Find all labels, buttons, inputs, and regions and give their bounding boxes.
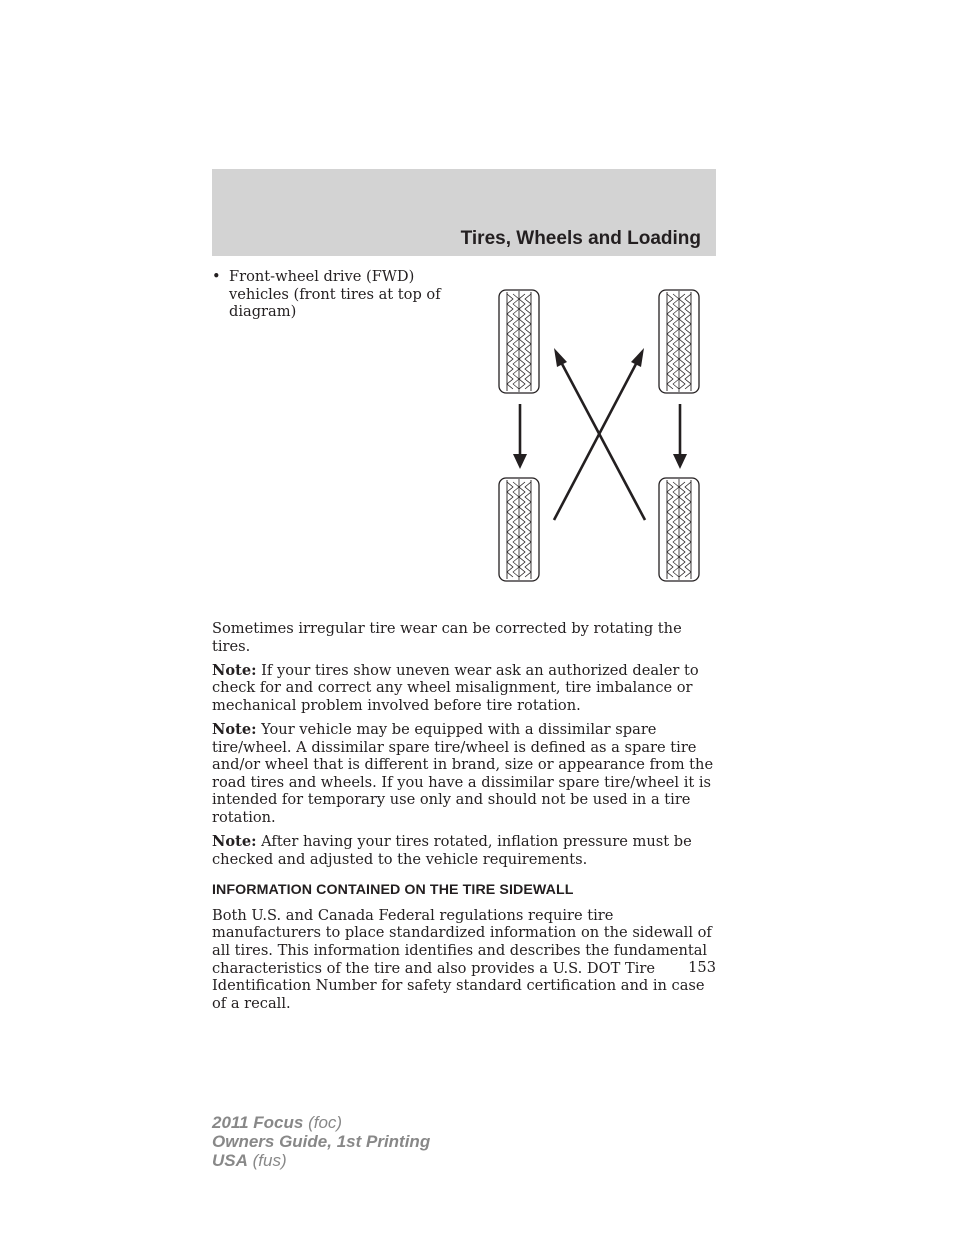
note-label: Note: bbox=[212, 661, 257, 679]
footer-region: USA bbox=[212, 1151, 248, 1170]
footer-region-code: (fus) bbox=[247, 1151, 287, 1170]
footer-guide: Owners Guide, 1st Printing bbox=[212, 1132, 431, 1151]
footer-model: 2011 Focus bbox=[212, 1113, 304, 1132]
section-paragraph: Both U.S. and Canada Federal regulations require tire manufacturers to place standardized information on the sidewall of all tires. This information identifies and describes the fundamental characteristics of the tire and also provides a U.S. DOT Tire Identification Number for safety standard certification and in case of a recall. bbox=[212, 906, 712, 1012]
note-2 bbox=[212, 721, 718, 827]
section-title: Tires, Wheels and Loading bbox=[460, 228, 701, 249]
section-heading: INFORMATION CONTAINED ON THE TIRE SIDEWALL bbox=[212, 882, 574, 899]
front-right-tire-icon bbox=[659, 290, 699, 393]
footer-line-1 bbox=[212, 1113, 430, 1132]
front-left-tire-icon bbox=[499, 290, 539, 393]
paragraph-text: Sometimes irregular tire wear can be corrected by rotating the tires. bbox=[212, 620, 682, 655]
left-down-arrow-icon bbox=[513, 404, 527, 469]
note-text: If your tires show uneven wear ask an authorized dealer to check for and correct any wheel misalignment, tire imbalance or mechanical problem involved before tire rotation. bbox=[212, 661, 699, 714]
note-1 bbox=[212, 662, 718, 715]
body-text bbox=[212, 620, 718, 1019]
tire-rotation-diagram bbox=[480, 282, 710, 587]
right-down-arrow-icon bbox=[673, 404, 687, 469]
footer-line-3 bbox=[212, 1151, 430, 1170]
header-band bbox=[212, 169, 716, 256]
rear-left-tire-icon bbox=[499, 478, 539, 581]
page-number: 153 bbox=[688, 959, 716, 976]
rear-right-tire-icon bbox=[659, 478, 699, 581]
note-label: Note: bbox=[212, 833, 257, 851]
paragraph-1 bbox=[212, 620, 718, 655]
note-3 bbox=[212, 833, 718, 868]
footer-model-code: (foc) bbox=[303, 1113, 343, 1132]
footer-line-2 bbox=[212, 1132, 430, 1151]
note-label: Note: bbox=[212, 720, 257, 738]
note-text: Your vehicle may be equipped with a dissimilar spare tire/wheel. A dissimilar spare tire/wheel is defined as a spare tire and/or wheel that is different in brand, size or appearance from the road tires and wheels. If you have a dissimilar spare tire/wheel it is intended for temporary use only and should not be used in a tire rotation. bbox=[212, 720, 714, 826]
bullet-text: Front-wheel drive (FWD) vehicles (front tires at top of diagram) bbox=[229, 268, 441, 320]
note-text: After having your tires rotated, inflation pressure must be checked and adjusted to the vehicle requirements. bbox=[212, 833, 692, 868]
bullet-item bbox=[212, 268, 474, 321]
bullet-dot: • bbox=[212, 268, 221, 285]
footer bbox=[212, 1113, 430, 1170]
